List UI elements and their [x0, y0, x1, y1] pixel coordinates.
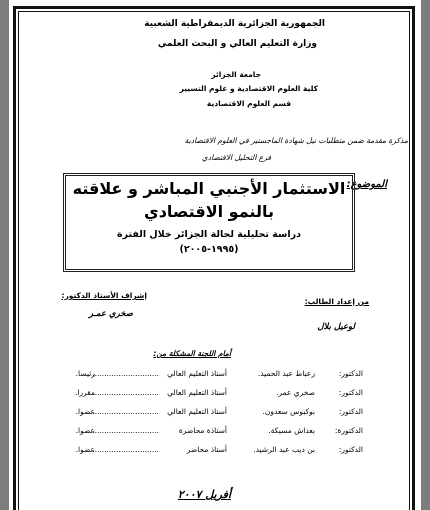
member-rank: أستاذ التعليم العالي [167, 388, 227, 397]
member-role: مقررا. [74, 388, 95, 397]
member-title: الدكتور: [338, 407, 363, 416]
member-role: عضوا. [75, 407, 95, 416]
member-name: بن ديب عبد الرشيد. [253, 445, 315, 454]
member-rank: أستاذ محاضر [186, 445, 227, 454]
ministry-line: وزارة التعليم العالي و البحث العلمي [157, 39, 317, 49]
member-name: بعداش مسيكة. [268, 426, 315, 435]
member-dots: ............................ [92, 369, 159, 378]
memo-line: مذكرة مقدمة ضمن متطلبات نيل شهادة الماجستير في العلوم الاقتصادية [184, 136, 408, 145]
university-line: جامعة الجزائر [211, 70, 261, 79]
department-line: قسم العلوم الاقتصادية [206, 99, 291, 108]
member-role: عضوا. [75, 426, 95, 435]
member-rank: أستاذة محاضرة [178, 426, 227, 435]
member-name: صخري عمر. [276, 388, 315, 397]
member-role: عضوا. [75, 445, 95, 454]
member-rank: أستاذ التعليم العالي [167, 369, 227, 378]
member-dots: ............................ [92, 407, 159, 416]
member-dots: ............................ [92, 445, 159, 454]
student-label: من إعداد الطالب: [304, 297, 369, 306]
thesis-period: (١٩٩٥-٢٠٠٥) [179, 244, 239, 255]
thesis-title-line2: بالنمو الاقتصادي [144, 202, 274, 221]
member-title: الدكتور: [338, 388, 363, 397]
member-role: رئيسا. [75, 369, 95, 378]
member-title: الدكتور: [338, 445, 363, 454]
submission-date: أفريل ٢٠٠٧ [177, 488, 231, 501]
supervisor-label: إشراف الأستاذ الدكتور: [61, 291, 147, 300]
member-name: زعباط عبد الحميد. [257, 369, 315, 378]
member-title: الدكتورة: [334, 426, 363, 435]
member-dots: ............................ [92, 388, 159, 397]
viewer-scrollbar-left [0, 0, 9, 510]
republic-line: الجمهورية الجزائرية الديمقراطية الشعبية [144, 19, 325, 29]
member-title: الدكتور: [338, 369, 363, 378]
member-dots: ............................ [92, 426, 159, 435]
member-name: بوكبوس سعدون. [262, 407, 315, 416]
committee-heading: أمام اللجنة المشكلة من: [153, 349, 231, 358]
viewer-scrollbar-right[interactable] [421, 0, 430, 510]
faculty-line: كلية العلوم الاقتصادية و علوم التسيير [179, 84, 318, 93]
subject-label: الموضوع: [346, 179, 387, 190]
document-page [9, 0, 421, 510]
supervisor-name: صخري عمـر [88, 309, 133, 319]
thesis-subtitle: دراسة تحليلية لحالة الجزائر خلال الفترة [117, 229, 301, 240]
branch-line: فرع التحليل الاقتصادي [201, 153, 271, 162]
thesis-title-line1: الاستثمار الأجنبي المباشر و علاقته [72, 179, 346, 198]
member-rank: أستاذ التعليم العالي [167, 407, 227, 416]
student-name: لوعيل بلال [317, 322, 355, 332]
